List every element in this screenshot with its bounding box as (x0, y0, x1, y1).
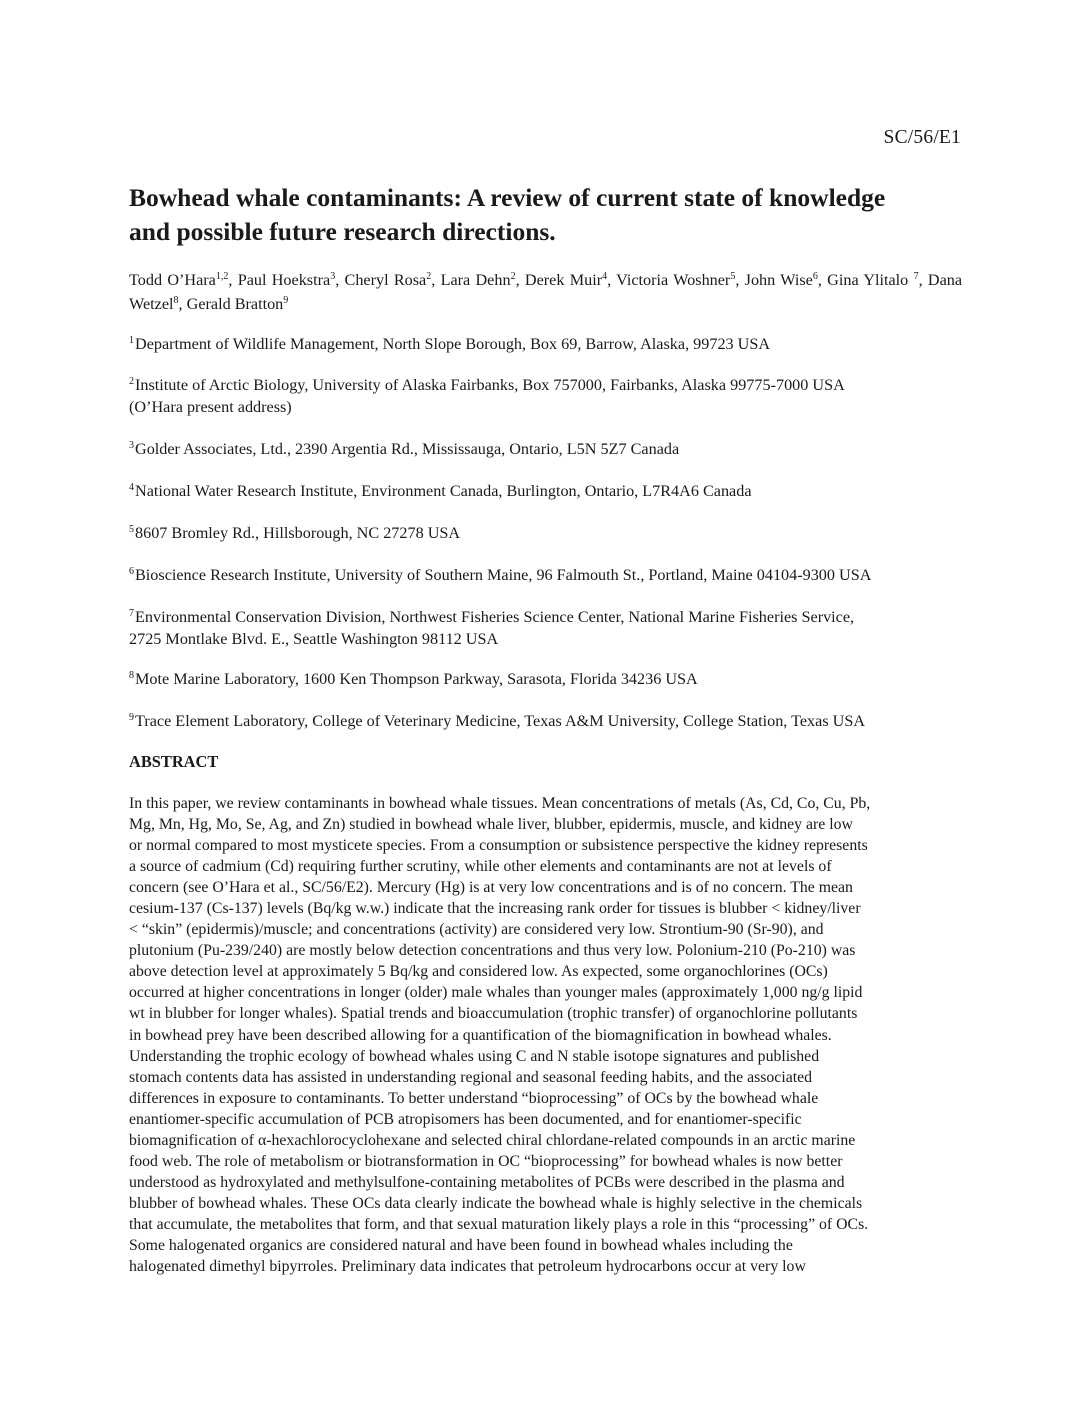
author-affiliation-marker: 4 (602, 271, 608, 282)
author-affiliation-marker: 5 (730, 271, 736, 282)
abstract-line: in bowhead prey have been described allowing for a quantification of the biomagnification in bowhead whales. (129, 1026, 832, 1044)
affiliation-number: 7 (129, 608, 134, 619)
author-affiliation-marker: 9 (283, 295, 289, 306)
affiliation-text: Environmental Conservation Division, Northwest Fisheries Science Center, National Marine Fisheries Service, (135, 608, 855, 626)
abstract-line: Some halogenated organics are considered natural and have been found in bowhead whales including the (129, 1236, 793, 1254)
author-name: Victoria Woshner (616, 271, 731, 289)
author-name: Derek Muir (524, 271, 603, 289)
abstract-line: stomach contents data has assisted in understanding regional and seasonal feeding habits, and the associated (129, 1068, 813, 1086)
affiliation-9 (129, 710, 969, 732)
affiliation-text: National Water Research Institute, Environment Canada, Burlington, Ontario, L7R4A6 Canada (135, 482, 752, 500)
affiliation-text: Trace Element Laboratory, College of Veterinary Medicine, Texas A&M University, College Station, Texas USA (135, 712, 866, 730)
abstract-line: occurred at higher concentrations in longer (older) male whales than younger males (approximately 1,000 ng/g lipid (129, 984, 863, 1002)
abstract-line: Understanding the trophic ecology of bowhead whales using C and N stable isotope signatures and published (129, 1047, 820, 1065)
author-affiliation-marker: 1,2 (215, 271, 229, 282)
affiliation-text: Mote Marine Laboratory, 1600 Ken Thompson Parkway, Sarasota, Florida 34236 USA (135, 670, 698, 688)
author-affiliation-marker: 6 (812, 271, 818, 282)
abstract-line: understood as hydroxylated and methylsulfone-containing metabolites of PCBs were described in the plasma and (129, 1173, 845, 1191)
author-affiliation-marker: 2 (510, 271, 516, 282)
affiliation-number: 3 (129, 440, 134, 451)
affiliation-1 (129, 333, 969, 355)
abstract-line: food web. The role of metabolism or biotransformation in OC “bioprocessing” for bowhead whales is now better (129, 1152, 843, 1170)
affiliation-text: Golder Associates, Ltd., 2390 Argentia Rd., Mississauga, Ontario, L5N 5Z7 Canada (135, 440, 680, 458)
abstract-line: In this paper, we review contaminants in bowhead whale tissues. Mean concentrations of metals (As, Cd, Co, Cu, Pb, (129, 795, 871, 812)
document-id: SC/56/E1 (883, 127, 961, 148)
author-affiliation-marker: 2 (426, 271, 432, 282)
abstract-line: biomagnification of α-hexachlorocyclohexane and selected chiral chlordane-related compounds in an arctic marine (129, 1131, 856, 1149)
affiliation-7 (129, 606, 969, 650)
author-name: Paul Hoekstra (237, 271, 331, 289)
author-name: John Wise (744, 271, 813, 289)
affiliation-text: Institute of Arctic Biology, University of Alaska Fairbanks, Box 757000, Fairbanks, Alaska 99775-7000 USA (135, 376, 845, 394)
affiliation-text: (O’Hara present address) (129, 398, 292, 416)
author-name: Gina Ylitalo (827, 271, 914, 289)
abstract-line: above detection level at approximately 5 Bq/kg and considered low. As expected, some organochlorines (OCs) (129, 963, 828, 981)
affiliation-number: 8 (129, 670, 134, 681)
abstract-line: cesium-137 (Cs-137) levels (Bq/kg w.w.) indicate that the increasing rank order for tissues is blubber < kidney/liver (129, 900, 861, 918)
affiliation-text: 8607 Bromley Rd., Hillsborough, NC 27278 USA (135, 524, 461, 542)
affiliation-2 (129, 374, 969, 418)
abstract-line: concern (see O’Hara et al., SC/56/E2). Mercury (Hg) is at very low concentrations and is of no concern. The mean (129, 879, 853, 897)
abstract-line: a source of cadmium (Cd) requiring further scrutiny, while other elements and contaminants are not at levels of (129, 858, 832, 876)
affiliation-6 (129, 564, 969, 586)
abstract-line: enantiomer-specific accumulation of PCB atropisomers has been documented, and for enantiomer-specific (129, 1110, 802, 1128)
affiliation-number: 1 (129, 335, 134, 346)
author-name: Lara Dehn (440, 271, 511, 289)
abstract-line: wt in blubber for longer whales). Spatial trends and bioaccumulation (trophic transfer) of organochlorine pollutants (129, 1005, 858, 1023)
abstract-heading: ABSTRACT (129, 752, 219, 771)
affiliation-number: 5 (129, 524, 134, 535)
abstract-line: differences in exposure to contaminants. To better understand “bioprocessing” of OCs by the bowhead whale (129, 1089, 819, 1107)
abstract-line: Mg, Mn, Hg, Mo, Se, Ag, and Zn) studied in bowhead whale liver, blubber, epidermis, muscle, and kidney are low (129, 816, 853, 834)
author-name: Gerald Bratton (186, 295, 284, 313)
abstract-line: blubber of bowhead whales. These OCs data clearly indicate the bowhead whale is highly selective in the chemicals (129, 1194, 863, 1212)
affiliation-number: 6 (129, 566, 134, 577)
affiliation-text: 2725 Montlake Blvd. E., Seattle Washington 98112 USA (129, 630, 499, 648)
affiliation-3 (129, 438, 969, 460)
author-name: Dana Wetzel (129, 271, 963, 313)
affiliation-8 (129, 668, 969, 690)
abstract-line: < “skin” (epidermis)/muscle; and concentrations (activity) are considered very low. Strontium-90 (Sr-90), and (129, 921, 824, 939)
affiliation-text: Department of Wildlife Management, North Slope Borough, Box 69, Barrow, Alaska, 99723 USA (135, 335, 771, 353)
abstract-body (129, 793, 964, 1277)
author-affiliation-marker: 7 (913, 271, 919, 282)
paper-title: Bowhead whale contaminants: A review of current state of knowledge and possible future research directions. (129, 183, 886, 246)
author-list: Todd O’Hara$^{1,2}$, Paul Hoekstra$^3$, Cheryl Rosa$^2$, Lara Dehn$^2$, Derek Muir$^4$, Victoria Woshner$^5$, John Wise$^6$, Gina Ylitalo $^7$, Dana Wetzel$^8$, Gerald Bratton$^9$ (129, 271, 963, 313)
abstract-line: that accumulate, the metabolites that form, and that sexual maturation likely plays a role in this “processing” of OCs. (129, 1215, 869, 1233)
affiliation-number: 9 (129, 712, 134, 723)
affiliation-text: Bioscience Research Institute, University of Southern Maine, 96 Falmouth St., Portland, Maine 04104-9300 USA (135, 566, 872, 584)
affiliation-4 (129, 480, 969, 502)
abstract-line: plutonium (Pu-239/240) are mostly below detection concentrations and thus very low. Polonium-210 (Po-210) was (129, 942, 856, 960)
affiliation-number: 2 (129, 376, 134, 387)
abstract-line: or normal compared to most mysticete species. From a consumption or subsistence perspective the kidney represents (129, 837, 868, 855)
affiliation-5 (129, 522, 969, 544)
author-affiliation-marker: 3 (330, 271, 336, 282)
author-name: Todd O’Hara (129, 271, 216, 289)
author-name: Cheryl Rosa (344, 271, 427, 289)
author-affiliation-marker: 8 (173, 295, 179, 306)
abstract-line: halogenated dimethyl bipyrroles. Preliminary data indicates that petroleum hydrocarbons occur at very low (129, 1258, 806, 1276)
affiliation-number: 4 (129, 482, 134, 493)
